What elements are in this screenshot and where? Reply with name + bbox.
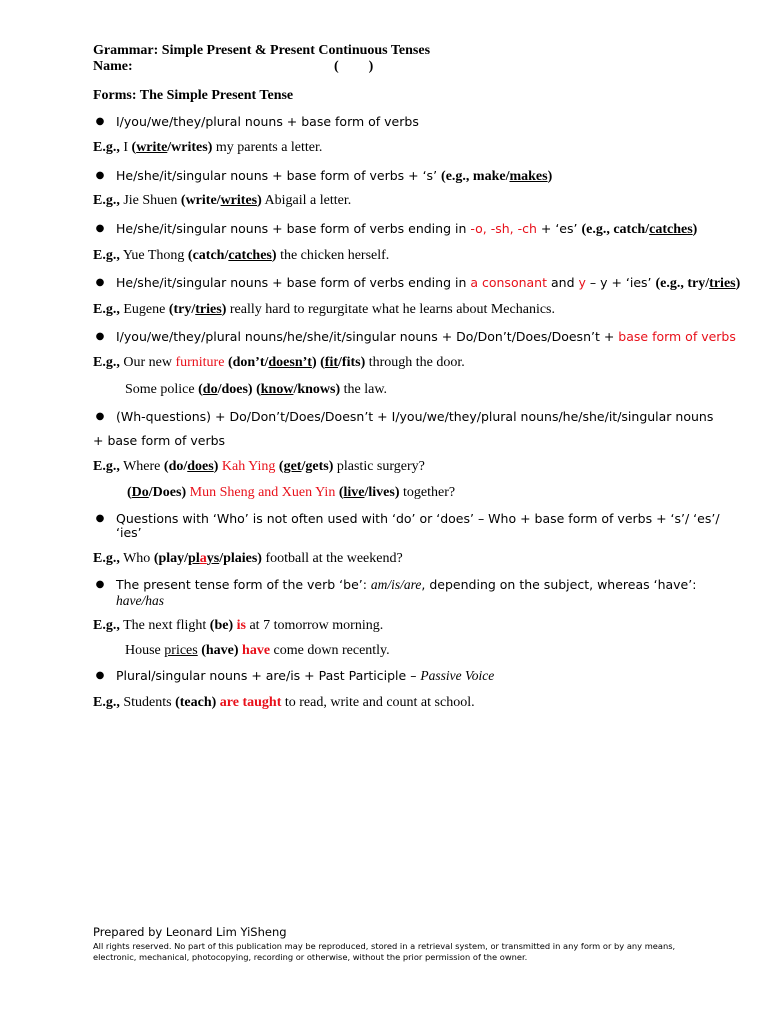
bullet-icon: ●: [95, 223, 105, 234]
bullet-icon: ●: [95, 411, 105, 422]
choice-close: /Does): [148, 485, 187, 500]
example-text: the chicken herself.: [276, 248, 390, 263]
choice-open: (: [198, 382, 203, 397]
section-title-text: Forms: The Simple Present Tense: [93, 88, 294, 103]
example-text: Our new: [119, 355, 176, 370]
bullet-icon: ●: [95, 670, 105, 681]
rule-2: [116, 167, 552, 186]
rule-5-text: I/you/we/they/plural nouns/he/she/it/singular nouns + Do/Don’t/Does/Doesn’t +: [116, 329, 619, 344]
rule-1: [116, 113, 419, 131]
choice-open: (: [131, 140, 137, 155]
rule-2-eg-underlined: makes: [509, 169, 548, 184]
example-text: Eugene: [119, 302, 169, 317]
example-subject-red: Kah Ying: [218, 459, 276, 474]
choice-open: (: [252, 382, 261, 397]
answer-underlined: catches: [228, 248, 272, 263]
eg-label: E.g.,: [93, 355, 120, 370]
rule-4-text: He/she/it/singular nouns + base form of verbs ending in: [116, 275, 471, 290]
choice-open: (: [127, 485, 132, 500]
rule-3-text: He/she/it/singular nouns + base form of verbs ending in: [116, 221, 471, 236]
bullet-icon: ●: [95, 116, 105, 127]
rule-7-text2: ‘ies’: [116, 525, 142, 540]
example-text: to read, write and count at school.: [281, 695, 475, 710]
answer-underlined-red: a: [199, 551, 207, 566]
choice-open: (catch/: [187, 248, 229, 263]
rule-3-red: -o, -sh, -ch: [470, 221, 537, 236]
choice-close: /lives): [364, 485, 400, 500]
choice-open: (do/: [163, 459, 188, 474]
eg-label: E.g.,: [93, 302, 120, 317]
example-9: [93, 550, 403, 568]
example-text: Abigail a letter.: [261, 193, 352, 208]
eg-label: E.g.,: [93, 248, 120, 263]
answer-red: are taught: [216, 695, 282, 710]
choice-close: /writes): [167, 140, 213, 155]
example-text: my parents a letter.: [212, 140, 323, 155]
example-text: the law.: [340, 382, 388, 397]
paren-close: ): [368, 59, 374, 74]
rule-2-text: He/she/it/singular nouns + base form of verbs + ‘s’: [116, 168, 442, 183]
answer-underlined: live: [343, 485, 365, 500]
rule-3-eg: (e.g., catch/: [581, 222, 650, 237]
answer-underlined: write: [136, 140, 168, 155]
example-4: [93, 301, 555, 319]
answer-red: have: [238, 643, 271, 658]
example-6: [125, 381, 387, 399]
answer-underlined: ys: [206, 551, 220, 566]
answer-underlined: do: [202, 382, 218, 397]
rule-8-continued: [116, 592, 164, 610]
answer-underlined: doesn’t: [268, 355, 312, 370]
paren-open: (: [334, 59, 339, 74]
answer-underlined: does: [187, 459, 214, 474]
example-text: Students: [119, 695, 176, 710]
answer-underlined: get: [283, 459, 302, 474]
choice-close: ): [213, 459, 219, 474]
rule-9: [116, 667, 494, 685]
rule-4-eg-close: ): [735, 276, 741, 291]
example-11: [125, 642, 390, 660]
answer-underlined: Do: [131, 485, 149, 500]
rule-8-text2: , depending on the subject, whereas ‘have’:: [421, 577, 697, 592]
rule-2-eg: (e.g., make/: [441, 169, 510, 184]
example-text: Where: [119, 459, 164, 474]
name-label: Name:: [93, 59, 133, 74]
rule-8-text: The present tense form of the verb ‘be’:: [116, 577, 371, 592]
rule-4: [116, 274, 740, 293]
choice-open: (: [316, 355, 325, 370]
rule-3: [116, 220, 697, 239]
verb-prompt: (be): [209, 618, 234, 633]
prepared-by: Prepared by Leonard Lim YiSheng: [93, 925, 287, 939]
title-text: Grammar: Simple Present & Present Continuous Tenses: [93, 43, 431, 58]
example-text: House: [125, 643, 165, 658]
subject-underlined: prices: [164, 643, 198, 658]
answer-underlined: pl: [188, 551, 200, 566]
section-title: [93, 87, 293, 105]
eg-label: E.g.,: [93, 551, 120, 566]
choice-close: /plaies): [219, 551, 262, 566]
rule-4-text3: – y + ‘ies’: [585, 275, 656, 290]
rule-3-eg-underlined: catches: [649, 222, 693, 237]
class-number-parens: [334, 58, 373, 76]
choice-open: (: [335, 485, 344, 500]
choice-open: (: [275, 459, 284, 474]
choice-open: (write/: [180, 193, 221, 208]
choice-close: ): [311, 355, 317, 370]
eg-label: E.g.,: [93, 140, 120, 155]
example-text: through the door.: [365, 355, 465, 370]
example-text: Who: [119, 551, 154, 566]
example-10: [93, 617, 383, 635]
bullet-icon: ●: [95, 513, 105, 524]
rule-9-text: Plural/singular nouns + are/is + Past Participle –: [116, 668, 421, 683]
rule-5: [116, 328, 736, 346]
choice-close: /does): [217, 382, 253, 397]
rule-2-eg-close: ): [547, 169, 553, 184]
choice-open: (don’t/: [224, 355, 269, 370]
example-7: [93, 458, 425, 476]
example-8: [127, 484, 455, 502]
example-3: [93, 247, 389, 265]
choice-close: ): [271, 248, 277, 263]
choice-close: ): [221, 302, 227, 317]
rule-6-text: (Wh-questions) + Do/Don’t/Does/Doesn’t + I/you/we/they/plural nouns/he/she/it/singular nouns: [116, 409, 714, 424]
bullet-icon: ●: [95, 331, 105, 342]
example-text: together?: [399, 485, 456, 500]
rule-6-continued: [93, 432, 225, 450]
example-text: Yue Thong: [119, 248, 188, 263]
choice-close: /knows): [293, 382, 341, 397]
rule-8: [116, 576, 697, 594]
example-1: [93, 139, 322, 157]
rule-8-italic: am/is/are: [370, 577, 422, 592]
eg-label: E.g.,: [93, 459, 120, 474]
name-line: [93, 58, 133, 76]
choice-close: ): [257, 193, 262, 208]
rule-3-text2: + ‘es’: [536, 221, 582, 236]
rule-8-italic2: have/has: [116, 593, 164, 608]
verb-prompt: (have): [197, 643, 239, 658]
example-text: I: [119, 140, 132, 155]
example-subject-red: furniture: [175, 355, 225, 370]
example-5: [93, 354, 465, 372]
bullet-icon: ●: [95, 170, 105, 181]
choice-open: (play/: [153, 551, 189, 566]
answer-underlined: tries: [195, 302, 222, 317]
rule-6-text2: + base form of verbs: [93, 433, 226, 448]
eg-label: E.g.,: [93, 193, 120, 208]
rule-7-continued: [116, 524, 142, 542]
choice-close: /gets): [301, 459, 334, 474]
example-subject-red: Mun Sheng and Xuen Yin: [186, 485, 336, 500]
rule-7: [116, 510, 720, 528]
bullet-icon: ●: [95, 277, 105, 288]
example-text: football at the weekend?: [261, 551, 403, 566]
rule-3-eg-close: ): [692, 222, 698, 237]
example-text: Jie Shuen: [119, 193, 181, 208]
eg-label: E.g.,: [93, 695, 120, 710]
rule-4-eg: (e.g., try/: [655, 276, 710, 291]
choice-open: (try/: [168, 302, 196, 317]
example-text: The next flight: [119, 618, 210, 633]
worksheet-title: [93, 42, 430, 60]
example-2: [93, 192, 351, 210]
eg-label: E.g.,: [93, 618, 120, 633]
rule-7-text: Questions with ‘Who’ is not often used with ‘do’ or ‘does’ – Who + base form of verbs + ‘s’/ ‘es’/: [116, 511, 720, 526]
answer-underlined: writes: [220, 193, 258, 208]
rule-4-eg-underlined: tries: [709, 276, 736, 291]
rule-6: [116, 408, 713, 426]
example-text: really hard to regurgitate what he learns about Mechanics.: [226, 302, 555, 317]
rule-1-text: I/you/we/they/plural nouns + base form of verbs: [116, 114, 419, 129]
copyright-notice: All rights reserved. No part of this publication may be reproduced, stored in a retrieval system, or transmitted in any form or by any means, electronic, mechanical, photocopying, recording or otherwise, without the prior permission of the owner.: [93, 941, 676, 962]
answer-underlined: fit: [324, 355, 339, 370]
rule-4-red: a consonant: [470, 275, 548, 290]
answer-underlined: know: [260, 382, 294, 397]
example-12: [93, 694, 475, 712]
rule-9-italic: Passive Voice: [420, 668, 495, 683]
example-text: Some police: [125, 382, 199, 397]
example-text: at 7 tomorrow morning.: [245, 618, 384, 633]
rule-4-text2: and: [547, 275, 579, 290]
example-text: plastic surgery?: [333, 459, 425, 474]
example-text: come down recently.: [270, 643, 390, 658]
bullet-icon: ●: [95, 579, 105, 590]
rule-5-red: base form of verbs: [618, 329, 736, 344]
rule-4-red2: y: [578, 275, 586, 290]
choice-close: /fits): [338, 355, 366, 370]
answer-red: is: [233, 618, 246, 633]
verb-prompt: (teach): [175, 695, 217, 710]
